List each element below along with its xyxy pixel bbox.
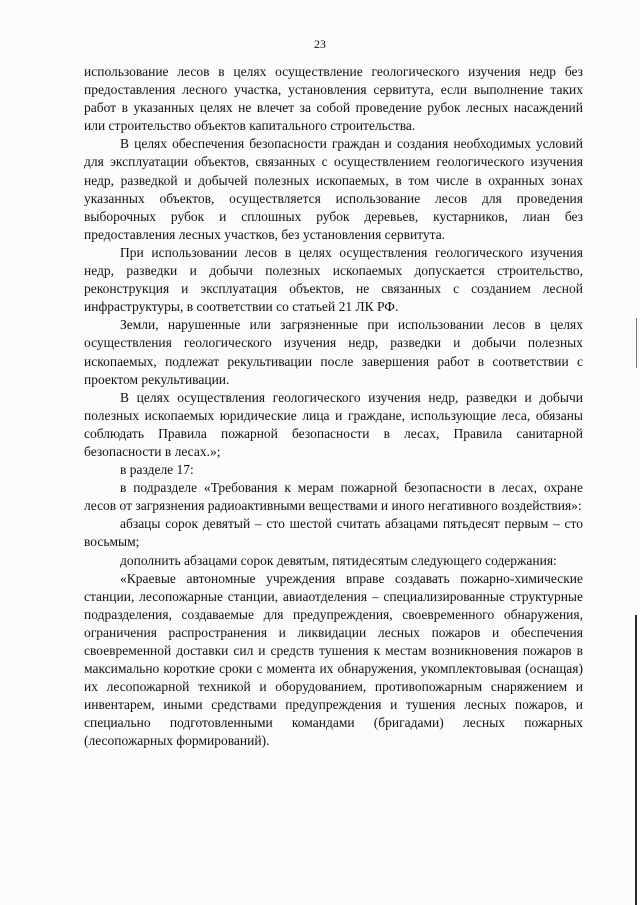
scan-edge-mark: [636, 318, 637, 368]
paragraph: В целях обеспечения безопасности граждан и создания необходимых условий для эксплуатации объектов, связанных с осуществлением геологического изучения недр, разведкой и добычей полезных ископаемых, в том числе в охранных зонах указанных объектов, осуществляется использование лесов для проведения выборочных рубок и сплошных рубок деревьев, кустарников, лиан без предоставления лесных участков, без установления сервитута.: [84, 136, 583, 242]
paragraph: Земли, нарушенные или загрязненные при использовании лесов в целях осуществления геологического изучения недр, разведки и добычи полезных ископаемых, подлежат рекультивации после завершения работ в соответствии с проектом рекультивации.: [84, 317, 583, 387]
paragraph: в подразделе «Требования к мерам пожарной безопасности в лесах, охране лесов от загрязнения радиоактивными веществами и иного негативного воздействия»:: [84, 480, 583, 514]
paragraph: «Краевые автономные учреждения вправе создавать пожарно-химические станции, лесопожарные станции, авиаотделения – специализированные структурные подразделения, создаваемые для предупреждения, своевременного обнаружения, ограничения распространения и ликвидации лесных пожаров и обеспечения своевременной доставки сил и средств тушения к местам возникновения пожаров в максимально короткие сроки с момента их обнаружения, укомплектовывая (оснащая) их лесопожарной техникой и оборудованием, противопожарным снаряжением и инвентарем, иными средствами предупреждения и тушения лесных пожаров, и специально подготовленными командами (бригадами) лесных пожарных (лесопожарных формирований).: [84, 570, 583, 749]
page-number: 23: [314, 37, 326, 51]
paragraph: дополнить абзацами сорок девятым, пятидесятым следующего содержания:: [120, 552, 557, 568]
paragraph: абзацы сорок девятый – сто шестой считать абзацами пятьдесят первым – сто восьмым;: [84, 516, 583, 550]
paragraph: При использовании лесов в целях осуществления геологического изучения недр, разведки и добычи полезных ископаемых допускается строительство, реконструкция и эксплуатация объектов, не связанных с созданием лесной инфраструктуры, в соответствии со статьей 21 ЛК РФ.: [84, 244, 583, 315]
scan-edge-line: [635, 615, 637, 905]
document-body: [84, 63, 583, 751]
paragraph: В целях осуществления геологического изучения недр, разведки и добычи полезных ископаемых юридические лица и граждане, использующие леса, обязаны соблюдать Правила пожарной безопасности в лесах, Правила санитарной безопасности в лесах.»;: [84, 389, 583, 459]
paragraph: в разделе 17:: [120, 462, 194, 478]
paragraph: использование лесов в целях осуществление геологического изучения недр без предоставления лесного участка, установления сервитута, если выполнение таких работ в указанных целях не влечет за собой проведение рубок лесных насаждений или строительство объектов капитального строительства.: [84, 64, 583, 134]
